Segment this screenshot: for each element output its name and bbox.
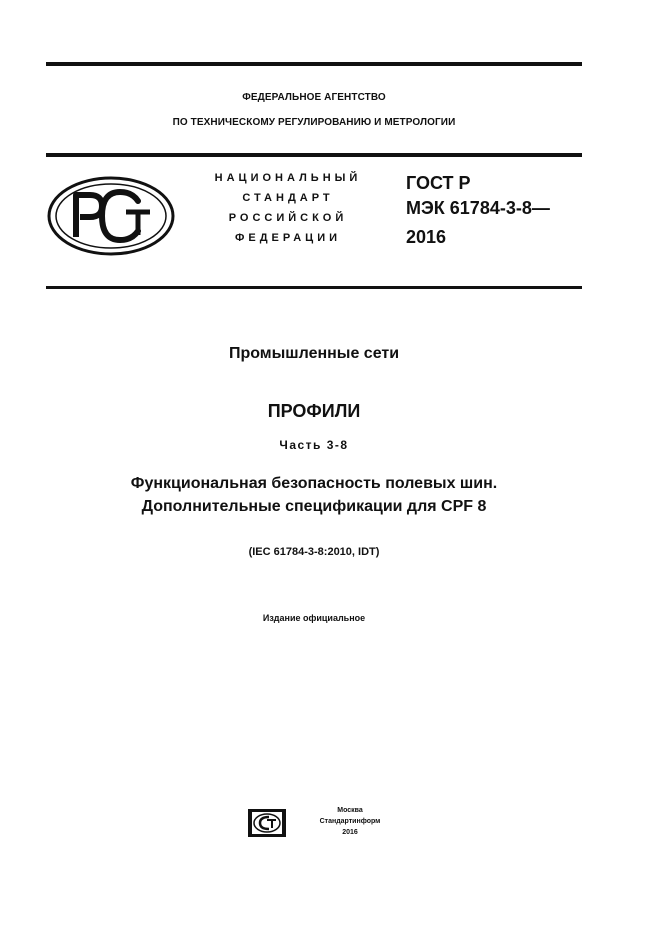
middle-rule <box>46 153 582 157</box>
series-title: Промышленные сети <box>228 345 400 362</box>
edition-note: Издание официальное <box>262 613 366 623</box>
standard-type-line-2: СТАНДАРТ <box>242 192 334 204</box>
agency-line-2: ПО ТЕХНИЧЕСКОМУ РЕГУЛИРОВАНИЮ И МЕТРОЛОГИИ <box>172 117 456 128</box>
standard-type-line-3: РОССИЙСКОЙ <box>228 212 348 224</box>
standard-type-line-1: НАЦИОНАЛЬНЫЙ <box>214 172 362 184</box>
publisher-city: Москва <box>337 807 363 814</box>
main-title-line-1: Функциональная безопасность полевых шин. <box>130 475 498 492</box>
iec-reference: (IEC 61784-3-8:2010, IDT) <box>248 546 380 558</box>
designation-line-1: ГОСТ Р <box>406 173 471 193</box>
publisher-logo-icon <box>247 808 287 838</box>
designation-line-3: 2016 <box>406 227 447 247</box>
main-title-line-2: Дополнительные спецификации для CPF 8 <box>141 498 487 515</box>
publisher-year: 2016 <box>342 829 358 836</box>
top-rule <box>46 62 582 66</box>
lower-rule <box>46 286 582 289</box>
designation-line-2: МЭК 61784-3-8— <box>406 198 550 218</box>
gost-logo-icon <box>46 175 176 257</box>
agency-line-1: ФЕДЕРАЛЬНОЕ АГЕНТСТВО <box>242 92 386 103</box>
part-number: Часть 3-8 <box>279 438 349 452</box>
standard-type-line-4: ФЕДЕРАЦИИ <box>234 232 342 244</box>
publisher-name: Стандартинформ <box>319 818 381 825</box>
profile-title: ПРОФИЛИ <box>267 401 361 421</box>
